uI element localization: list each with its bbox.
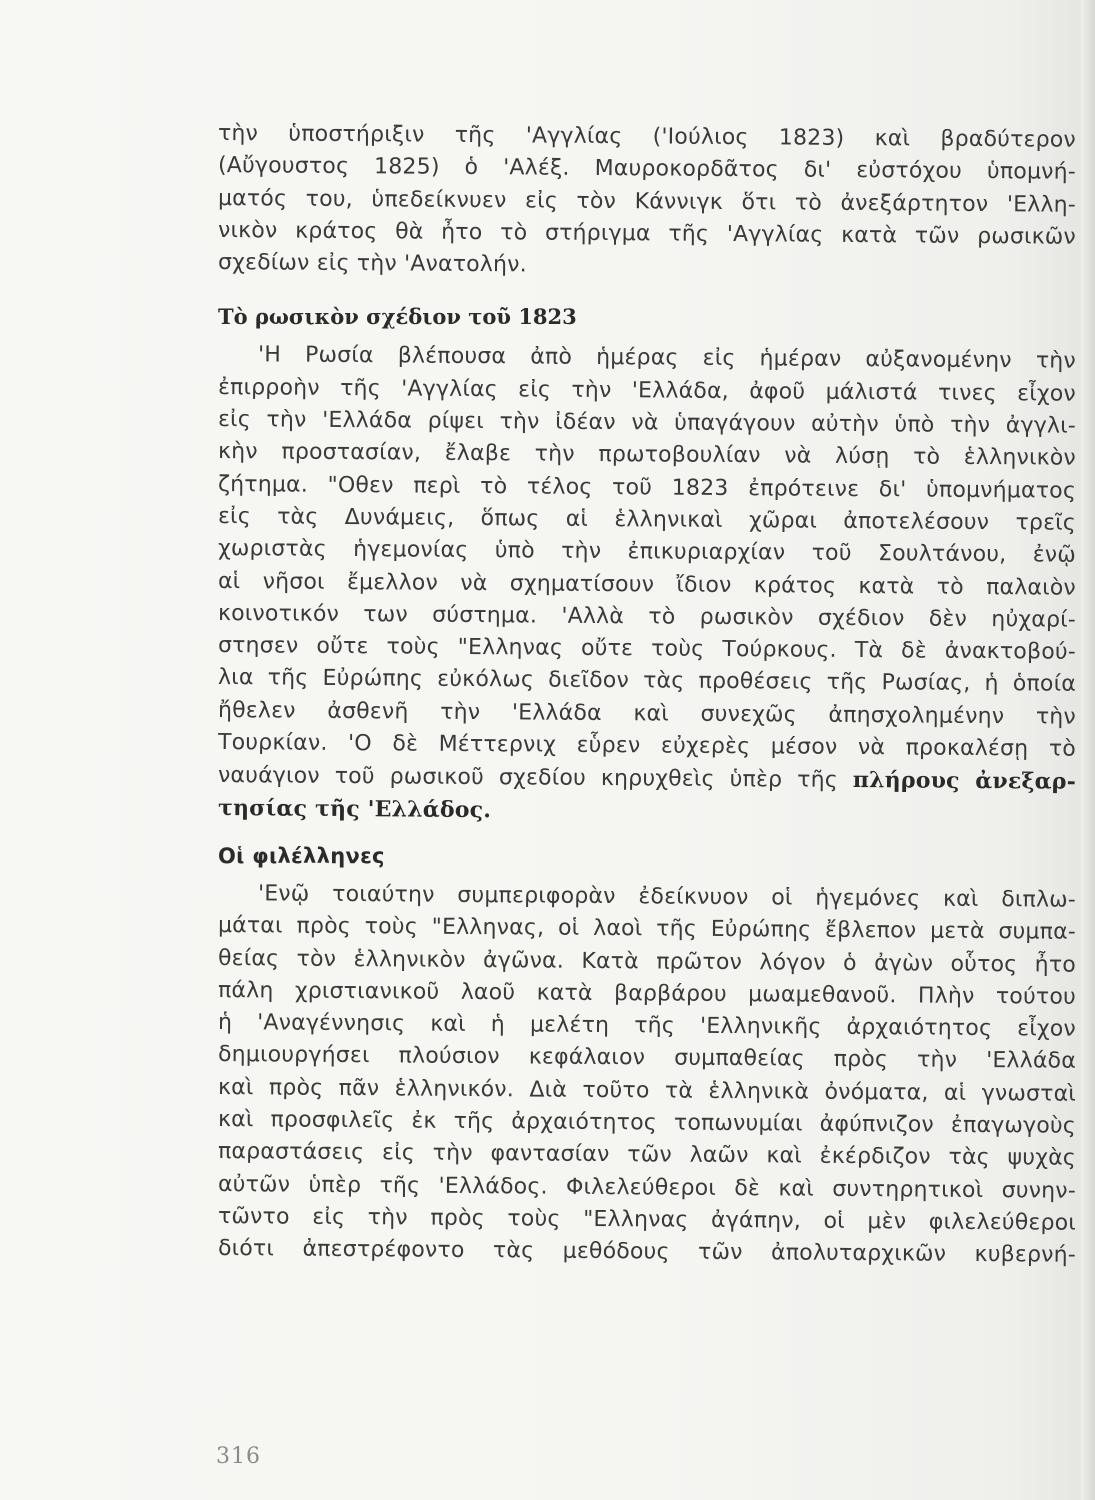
text-line: Τουρκίαν. 'Ο δὲ Μέττερνιχ εὗρεν εὐχερὲς μέσον νὰ προκαλέσῃ τὸ [217, 730, 1077, 762]
text-run: ναυάγιον τοῦ ρωσικοῦ σχεδίου κηρυχθεὶς ὑπὲρ τῆς [217, 763, 838, 794]
emphasis-text: πλήρους ἀνεξαρ- [852, 767, 1077, 796]
text-line: χωριστὰς ἡγεμονίας ὑπὸ τὴν ἐπικυριαρχίαν τοῦ Σουλτάνου, ἐνῷ [217, 536, 1077, 569]
text-line: λια τῆς Εὐρώπης εὐκόλως διεῖδον τὰς προθέσεις τῆς Ρωσίας, ἡ ὁποία [217, 665, 1077, 698]
text-line: ματός του, ὑπεδείκνυεν εἰς τὸν Κάννιγκ ὅτι τὸ ἀνεξάρτητον 'Ελλη- [217, 185, 1077, 218]
text-line: παραστάσεις εἰς τὴν φαντασίαν τῶν λαῶν καὶ ἐκέρδιζον τὰς ψυχὰς [217, 1139, 1077, 1172]
text-line: (Αὔγουστος 1825) ὁ 'Αλέξ. Μαυροκορδᾶτος δι' εὐστόχου ὑπομνή- [217, 153, 1077, 186]
paragraph-1 [218, 118, 1076, 279]
text-line: εἰς τὴν 'Ελλάδα ρίψει τὴν ἰδέαν νὰ ὑπαγάγουν αὐτὴν ὑπὸ τὴν ἀγγλι- [217, 407, 1077, 439]
text-line: πάλη χριστιανικοῦ λαοῦ κατὰ βαρβάρου μωαμεθανοῦ. Πλὴν τούτου [217, 977, 1077, 1010]
text-line: ἤθελεν ἀσθενῆ τὴν 'Ελλάδα καὶ συνεχῶς ἀπησχολημένην τὴν [217, 697, 1077, 730]
text-line: διότι ἀπεστρέφοντο τὰς μεθόδους τῶν ἀπολυταρχικῶν κυβερνή- [217, 1236, 1077, 1268]
text-line: ζήτημα. "Οθεν περὶ τὸ τέλος τοῦ 1823 ἐπρότεινε δι' ὑπομνήματος [217, 471, 1077, 504]
text-line [218, 792, 1076, 831]
text-line: δημιουργήσει πλούσιον κεφάλαιον συμπαθείας πρὸς τὴν 'Ελλάδα [217, 1042, 1077, 1075]
text-line: αἱ νῆσοι ἔμελλον νὰ σχηματίσουν ἴδιον κράτος κατὰ τὸ παλαιὸν [217, 568, 1077, 601]
text-line: σχεδίων εἰς τὴν 'Ανατολήν. [217, 250, 527, 278]
text-line: μάται πρὸς τοὺς "Ελληνας, οἱ λαοὶ τῆς Εὐρώπης ἔβλεπον μετὰ συμπα- [217, 913, 1077, 945]
text-line: τὴν ὑποστήριξιν τῆς 'Αγγλίας ('Ιούλιος 1823) καὶ βραδύτερον [217, 121, 1077, 153]
section-heading-philhellenes: Οἱ φιλέλληνες [218, 843, 385, 868]
text-line: στησεν οὔτε τοὺς "Ελληνας οὔτε τοὺς Τούρκους. Τὰ δὲ ἀνακτοβού- [217, 633, 1077, 665]
text-line: 'Η Ρωσία βλέπουσα ἀπὸ ἡμέρας εἰς ἡμέραν αὐξανομένην τὴν [257, 342, 1077, 375]
text-line: κὴν προστασίαν, ἔλαβε τὴν πρωτοβουλίαν νὰ λύσῃ τὸ ἑλληνικὸν [217, 439, 1077, 472]
section-heading-russian-plan: Τὸ ρωσικὸν σχέδιον τοῦ 1823 [218, 304, 577, 330]
text-line: νικὸν κράτος θὰ ἦτο τὸ στήριγμα τῆς 'Αγγλίας κατὰ τῶν ρωσικῶν [217, 217, 1077, 250]
text-line: εἰς τὰς Δυνάμεις, ὅπως αἱ ἑλληνικαὶ χῶραι ἀποτελέσουν τρεῖς [217, 503, 1077, 536]
page-number: 316 [216, 1444, 261, 1469]
page-body [218, 118, 1076, 1266]
text-line: αὐτῶν ὑπὲρ τῆς 'Ελλάδος. Φιλελεύθεροι δὲ καὶ συντηρητικοὶ συνην- [217, 1171, 1077, 1204]
paragraph-3 [218, 878, 1076, 1266]
text-line: καὶ προσφιλεῖς ἐκ τῆς ἀρχαιότητος τοπωνυμίαι ἀφύπνιζον ἐπαγωγοὺς [217, 1107, 1077, 1139]
text-line: 'Ενῷ τοιαύτην συμπεριφορὰν ἐδείκνυον οἱ ἡγεμόνες καὶ διπλω- [257, 881, 1077, 913]
text-line: θείας τὸν ἑλληνικὸν ἀγῶνα. Κατὰ πρῶτον λόγον ὁ ἀγὼν οὗτος ἦτο [217, 945, 1077, 978]
text-line: καὶ πρὸς πᾶν ἑλληνικόν. Διὰ τοῦτο τὰ ἑλληνικὰ ὀνόματα, αἱ γνωσταὶ [217, 1074, 1077, 1107]
emphasis-text: τησίας τῆς 'Ελλάδος. [217, 794, 492, 823]
text-line: τῶντο εἰς τὴν πρὸς τοὺς "Ελληνας ἀγάπην, οἱ μὲν φιλελεύθεροι [217, 1203, 1077, 1236]
text-line: κοινοτικόν των σύστημα. 'Αλλὰ τὸ ρωσικὸν σχέδιον δὲν ηὐχαρί- [217, 600, 1077, 633]
page-edge-shadow [1081, 0, 1095, 1500]
text-line: ἡ 'Αναγέννησις καὶ ἡ μελέτη τῆς 'Ελληνικῆς ἀρχαιότητος εἶχον [217, 1010, 1077, 1042]
text-line: ἐπιρροὴν τῆς 'Αγγλίας εἰς τὴν 'Ελλάδα, ἀφοῦ μάλιστά τινες εἶχον [217, 374, 1077, 407]
paragraph-2 [218, 339, 1076, 823]
